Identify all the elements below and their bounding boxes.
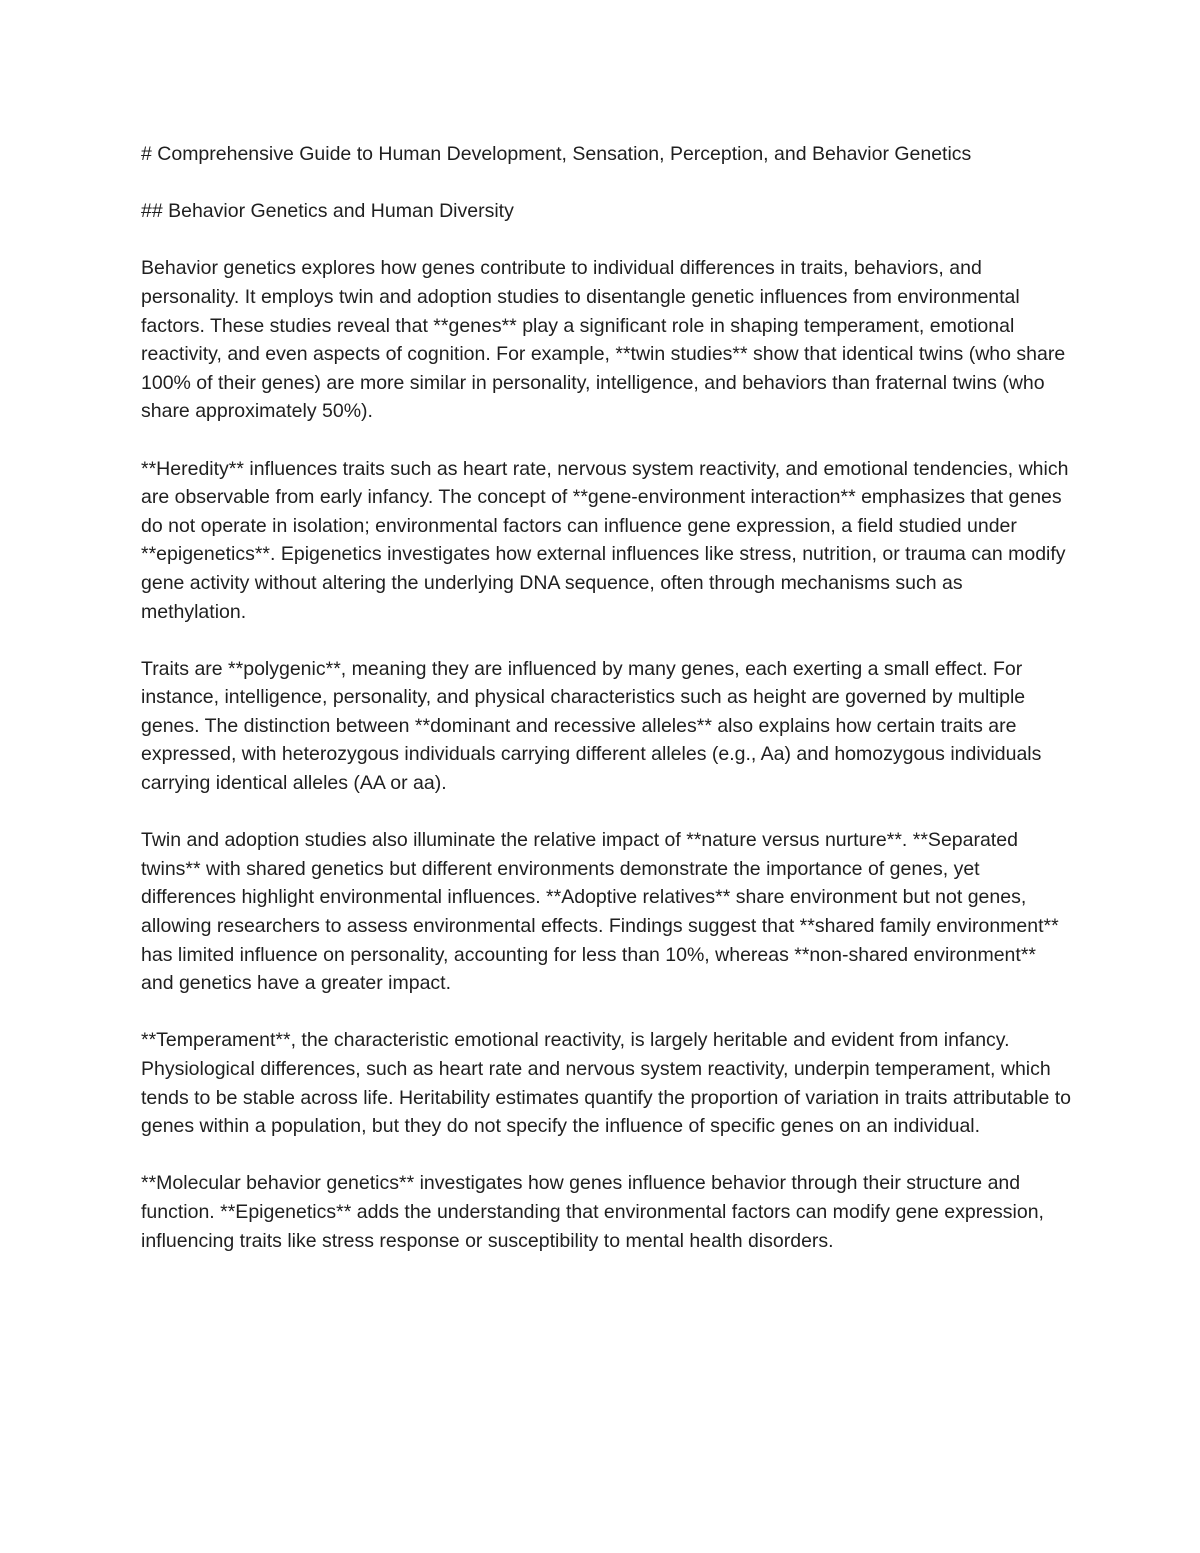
paragraph-temperament: **Temperament**, the characteristic emotional reactivity, is largely heritable and evident from infancy. Physiological differences, such as heart rate and nervous system reactivity, underpin temperament, which tends to be stable across life. Heritability estimates quantify the proportion of variation in traits attributable to genes within a population, but they do not specify the influence of specific genes on an individual. xyxy=(141,1029,1071,1138)
section-heading: ## Behavior Genetics and Human Diversity xyxy=(141,200,514,223)
document-title: # Comprehensive Guide to Human Development, Sensation, Perception, and Behavior Genetics xyxy=(141,143,972,165)
paragraph-molecular-genetics: **Molecular behavior genetics** investigates how genes influence behavior through their structure and function. **Epigenetics** adds the understanding that environmental factors can modify gene expression, influencing traits like stress response or susceptibility to mental health disorders. xyxy=(141,1172,1044,1252)
document-body xyxy=(141,140,1071,1284)
paragraph-heredity: **Heredity** influences traits such as heart rate, nervous system reactivity, and emotional tendencies, which are observable from early infancy. The concept of **gene-environment interaction** emphasizes that genes do not operate in isolation; environmental factors can influence gene expression, a field studied under **epigenetics**. Epigenetics investigates how external influences like stress, nutrition, or trauma can modify gene activity without altering the underlying DNA sequence, often through mechanisms such as methylation. xyxy=(141,457,1069,623)
paragraph-polygenic-traits: Traits are **polygenic**, meaning they are influenced by many genes, each exerting a small effect. For instance, intelligence, personality, and physical characteristics such as height are governed by multiple genes. The distinction between **dominant and recessive alleles** also explains how certain traits are expressed, with heterozygous individuals carrying different alleles (e.g., Aa) and homozygous individuals carrying identical alleles (AA or aa). xyxy=(141,657,1042,795)
paragraph-nature-nurture: Twin and adoption studies also illuminate the relative impact of **nature versus nurture**. **Separated twins** with shared genetics but different environments demonstrate the importance of genes, yet differences highlight environmental influences. **Adoptive relatives** share environment but not genes, allowing researchers to assess environmental effects. Findings suggest that **shared family environment** has limited influence on personality, accounting for less than 10%, whereas **non-shared environment** and genetics have a greater impact. xyxy=(141,829,1059,995)
paragraph-behavior-genetics-intro: Behavior genetics explores how genes contribute to individual differences in traits, behaviors, and personality. It employs twin and adoption studies to disentangle genetic influences from environmental factors. These studies reveal that **genes** play a significant role in shaping temperament, emotional reactivity, and even aspects of cognition. For example, **twin studies** show that identical twins (who share 100% of their genes) are more similar in personality, intelligence, and behaviors than fraternal twins (who share approximately 50%). xyxy=(141,257,1066,423)
